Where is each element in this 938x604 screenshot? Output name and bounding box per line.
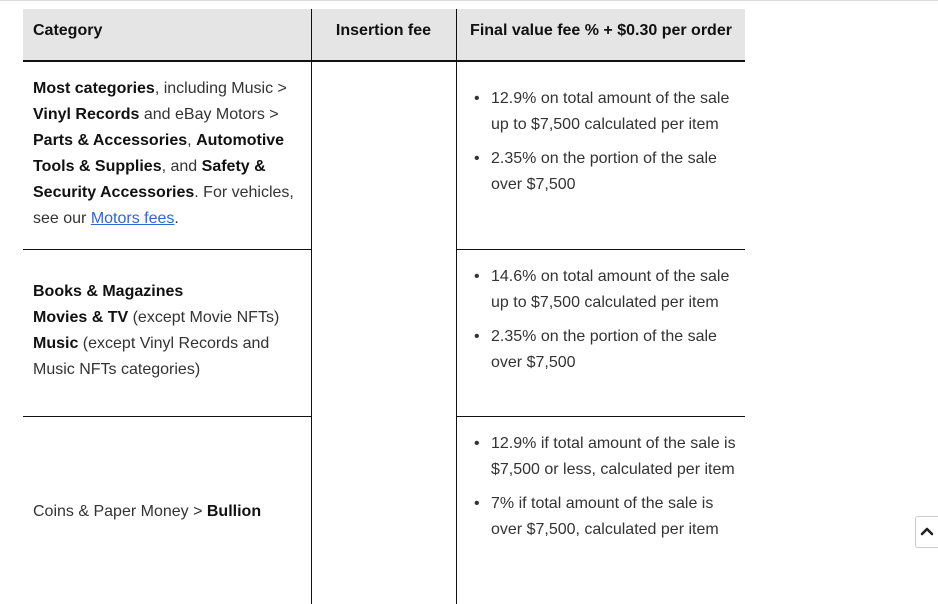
category-text: , and [161, 158, 202, 175]
fee-item: • 12.9% if total amount of the sale is $7,500 or less, calculated per item [474, 431, 744, 483]
category-text: . For vehicles, see our [33, 184, 294, 227]
column-divider [311, 9, 312, 604]
category-text: (except Movie NFTs) [128, 309, 280, 326]
category-text: Coins & Paper Money > [33, 503, 207, 520]
row-divider [456, 249, 745, 250]
header-insertion-fee: Insertion fee [335, 22, 432, 39]
category-name: Most categories [33, 80, 155, 97]
header-final-value-fee: Final value fee % + $0.30 per order [470, 22, 732, 39]
category-line [33, 279, 303, 305]
category-cell [33, 499, 303, 525]
category-name: Automotive Tools & Supplies [33, 132, 285, 175]
fee-table [23, 9, 745, 604]
category-name: Safety & Security Accessories [33, 158, 266, 201]
category-name: Bullion [206, 503, 262, 520]
category-text: and eBay Motors > [139, 106, 279, 123]
fee-item: • 12.9% on total amount of the sale up to $7,500 calculated per item [474, 86, 744, 138]
category-cell [33, 279, 303, 383]
category-cell [33, 76, 303, 232]
row-divider [23, 416, 311, 417]
category-text: . [174, 210, 179, 227]
table-header [23, 9, 745, 62]
category-name: Parts & Accessories [33, 132, 188, 149]
motors-fees-link[interactable]: Motors fees [90, 210, 175, 227]
category-line [33, 331, 303, 383]
fee-list [474, 86, 744, 206]
category-text: , [187, 132, 197, 149]
category-text: (except Vinyl Records and Music NFTs categories) [33, 335, 270, 378]
category-name: Music [33, 335, 79, 352]
fee-list [474, 431, 744, 551]
column-divider [456, 9, 457, 604]
scroll-to-top-button[interactable] [915, 516, 938, 548]
row-divider [456, 416, 745, 417]
row-divider [23, 249, 311, 250]
fee-list [474, 264, 744, 384]
header-category: Category [33, 22, 103, 39]
category-text: , including Music > [154, 80, 287, 97]
category-name: Movies & TV [33, 309, 129, 326]
fee-item: • 7% if total amount of the sale is over $7,500, calculated per item [474, 491, 744, 543]
fee-item: • 2.35% on the portion of the sale over $7,500 [474, 324, 744, 376]
fee-item: • 14.6% on total amount of the sale up to $7,500 calculated per item [474, 264, 744, 316]
category-name: Books & Magazines [33, 283, 184, 300]
fee-item: • 2.35% on the portion of the sale over $7,500 [474, 146, 744, 198]
top-divider [0, 0, 938, 1]
category-name: Vinyl Records [33, 106, 140, 123]
chevron-up-icon [920, 523, 934, 541]
category-line [33, 305, 303, 331]
